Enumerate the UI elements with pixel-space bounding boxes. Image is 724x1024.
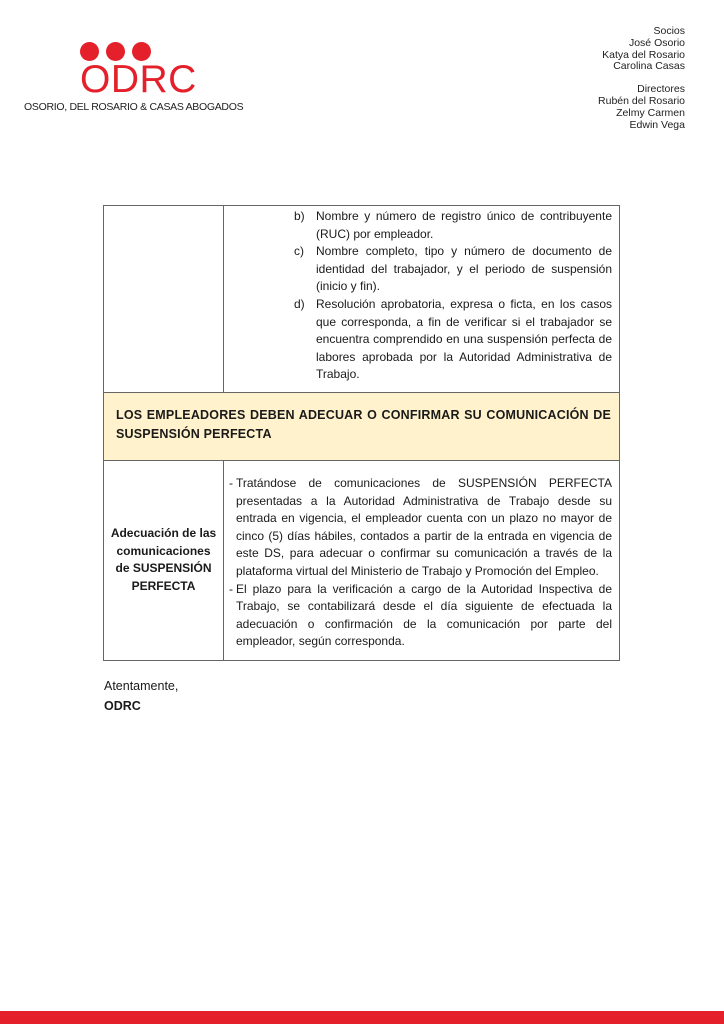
list-item [294,243,612,296]
requirements-list [224,206,620,393]
bullet-text: Tratándose de comunicaciones de SUSPENSIÓN PERFECTA presentadas a la Autoridad Administrativa de Trabajo desde su entrada en vigencia, el empleador cuenta con un plazo no mayor de cinco (5) días hábiles, contados a partir de la entrada en vigencia de este DS, para adecuar o confirmar su comunicación a través de la plataforma virtual del Ministerio de Trabajo y Promoción del Empleo. [236,475,612,578]
list-item-text: Nombre y número de registro único de contribuyente (RUC) por empleador. [316,209,612,241]
list-item-letter: b) [294,209,305,223]
director-name: Edwin Vega [629,118,685,131]
table-row [104,392,620,460]
closing-signature: ODRC [104,699,141,713]
section-bullets [224,460,620,660]
bullet-dash: - [229,475,233,490]
table-cell-empty [104,206,224,393]
table-row [104,460,620,660]
logo-brand: ODRC [80,58,197,101]
list-item [294,296,612,384]
directores-group [598,84,685,131]
table-row [104,206,620,393]
bullet-item [224,475,612,581]
socio-name: Carolina Casas [613,60,685,73]
directores-title: Directores [637,83,685,96]
logo-tagline: OSORIO, DEL ROSARIO & CASAS ABOGADOS [24,101,244,113]
partners-directors-list [598,26,685,142]
section-label: Adecuación de las comunicaciones de SUSPENSIÓN PERFECTA [104,460,224,660]
bullet-dash: - [229,581,233,596]
list-item-letter: c) [294,244,304,259]
socios-title: Socios [653,25,685,37]
closing-greeting: Atentamente, [104,679,179,693]
footer-bar [0,1011,724,1024]
socio-name: José Osorio [628,36,685,49]
list-item-text: Resolución aprobatoria, expresa o ficta, en los casos que corresponda, a fin de verificar si el trabajador se encuentra comprendido en una suspensión perfecta de labores aprobada por la Autoridad Administrativa de Trabajo. [316,296,612,382]
socio-name: Katya del Rosario [602,48,685,61]
list-item-text: Nombre completo, tipo y número de documento de identidad del trabajador, y el periodo de suspensión (inicio y fin). [316,244,612,294]
section-banner: LOS EMPLEADORES DEBEN ADECUAR O CONFIRMAR SU COMUNICACIÓN DE SUSPENSIÓN PERFECTA [104,392,620,460]
director-name: Zelmy Carmen [616,106,685,119]
closing-block [104,676,178,716]
bullet-item [224,581,612,651]
content-table [103,205,620,661]
list-item-letter: d) [294,296,305,311]
list-item [294,208,612,243]
socios-group [598,26,685,73]
director-name: Rubén del Rosario [598,94,685,107]
bullet-text: El plazo para la verificación a cargo de la Autoridad Inspectiva de Trabajo, se contabilizará desde el día siguiente de efectuada la adecuación o confirmación de la comunicación por parte del empleador, según corresponda. [236,581,612,649]
